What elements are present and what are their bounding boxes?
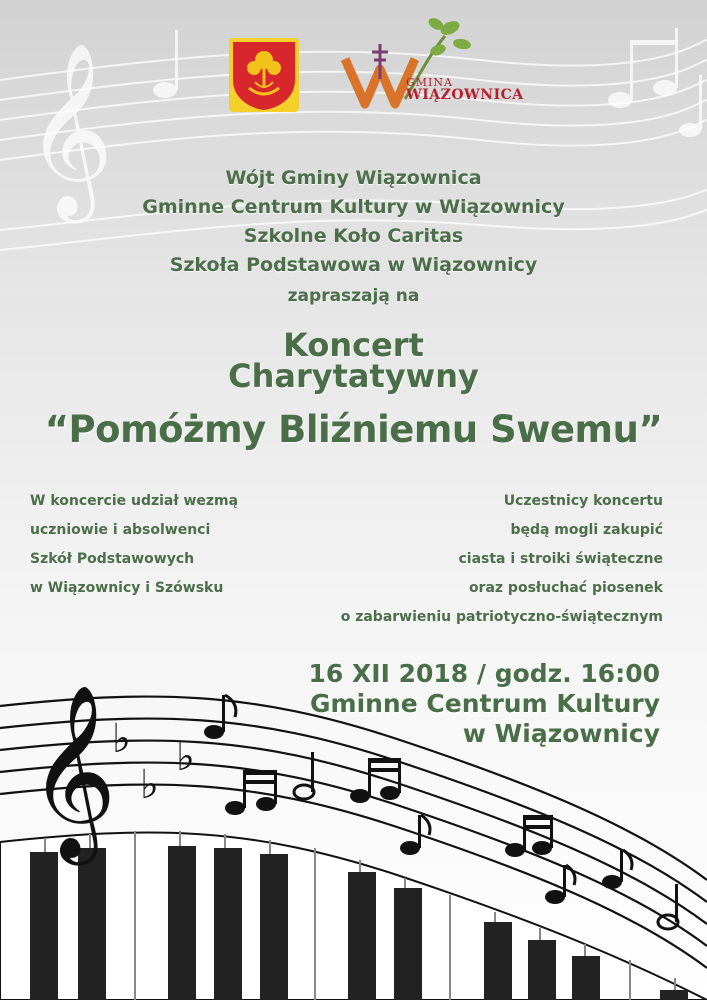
concert-slogan: “Pomóżmy Bliźniemu Swemu”	[44, 408, 663, 451]
organizer-line: Szkoła Podstawowa w Wiązownicy	[169, 254, 538, 276]
event-place-line-2: w Wiązownicy	[462, 719, 660, 748]
flat-icon: ♭	[140, 762, 159, 808]
flat-icon: ♭	[176, 734, 195, 780]
participants-line: Szkół Podstawowych	[30, 551, 195, 567]
organizer-line: Szkolne Koło Caritas	[243, 225, 464, 247]
attendees-line: o zabarwieniu patriotyczno-świątecznym	[340, 609, 663, 625]
event-details	[309, 659, 661, 749]
attendees-line: będą mogli zakupić	[510, 522, 663, 538]
invite-text: zapraszają na	[287, 286, 420, 306]
svg-text:𝄞: 𝄞	[25, 42, 114, 216]
title-line-2: Charytatywny	[228, 357, 479, 395]
participants-line: w Wiązownicy i Szówsku	[30, 580, 224, 596]
organizer-line: Wójt Gminy Wiązownica	[225, 167, 482, 189]
title-line-1: Koncert	[283, 326, 424, 364]
gmina-logo-big: WIĄZOWNICA	[406, 87, 524, 103]
gmina-logo-small: GMINA	[406, 76, 453, 89]
event-datetime: 16 XII 2018 / godz. 16:00	[308, 659, 660, 688]
event-place-line-1: Gminne Centrum Kultury	[310, 689, 660, 718]
attendees-line: Uczestnicy koncertu	[503, 493, 663, 509]
participants-line: uczniowie i absolwenci	[30, 522, 211, 538]
flat-icon: ♭	[112, 716, 131, 762]
participants-line: W koncercie udział wezmą	[30, 493, 239, 509]
organizer-line: Gminne Centrum Kultury w Wiązownicy	[142, 196, 565, 218]
attendees-line: ciasta i stroiki świąteczne	[458, 551, 663, 567]
attendees-line: oraz posłuchać piosenek	[468, 580, 663, 596]
treble-clef-icon: 𝄞	[28, 684, 117, 858]
